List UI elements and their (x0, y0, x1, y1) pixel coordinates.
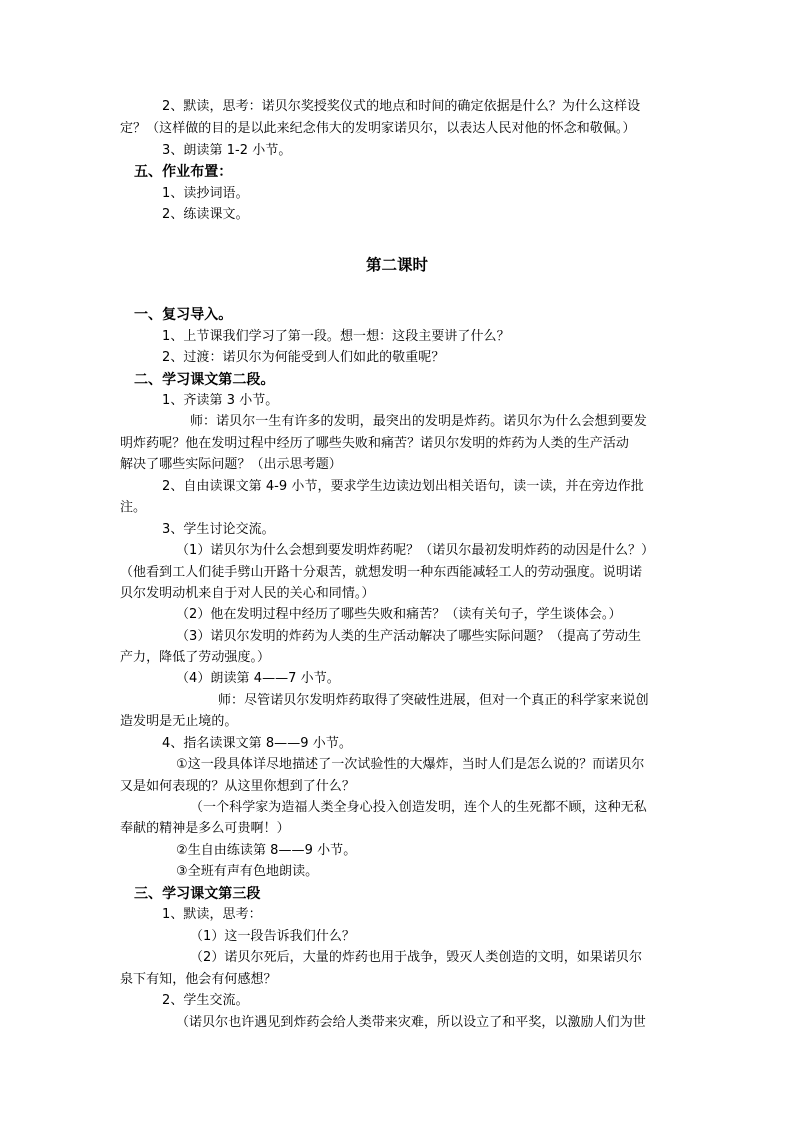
text-line: 解决了哪些实际问题？（出示思考题） (120, 457, 342, 472)
text-line: 2、练读课文。 (162, 207, 249, 222)
text-line: 1、齐读第 3 小节。 (162, 393, 279, 408)
text-line: 2、过渡：诺贝尔为何能受到人们如此的敬重呢？ (162, 350, 445, 365)
text-line: 1、默读，思考： (162, 907, 262, 922)
section-heading: 五、作业布置： (134, 164, 233, 180)
text-line: 明炸药呢？他在发明过程中经历了哪些失败和痛苦？诺贝尔发明的炸药为人类的生产活动 (120, 436, 629, 451)
text-line: （2）他在发明过程中经历了哪些失败和痛苦？（读有关句子，学生谈体会。） (176, 607, 622, 622)
text-line: 3、朗读第 1-2 小节。 (162, 143, 292, 158)
text-line: 又是如何表现的？从这里你想到了什么？ (120, 779, 355, 794)
text-line: 定？（这样做的目的是以此来纪念伟大的发明家诺贝尔，以表达人民对他的怀念和敬佩。） (120, 121, 636, 136)
text-line: ①这一段具体详尽地描述了一次试验性的大爆炸，当时人们是怎么说的？而诺贝尔 (176, 757, 645, 772)
text-line: （一个科学家为造福人类全身心投入创造发明，连个人的生死都不顾，这种无私 (190, 800, 647, 815)
text-line: ②生自由练读第 8——9 小节。 (176, 843, 357, 858)
section-heading: 二、学习课文第二段。 (134, 372, 275, 388)
text-line: 奉献的精神是多么可贵啊！） (120, 821, 290, 836)
text-line: 2、自由读课文第 4-9 小节，要求学生边读边划出相关语句，读一读，并在旁边作批 (162, 479, 644, 494)
page-title: 第二课时 (365, 256, 428, 274)
text-line: 4、指名读课文第 8——9 小节。 (162, 736, 352, 751)
text-line: 产力，降低了劳动强度。） (120, 650, 271, 665)
text-line: 造发明是无止境的。 (120, 714, 238, 729)
text-line: 1、上节课我们学习了第一段。想一想：这段主要讲了什么？ (162, 329, 510, 344)
text-line: （3）诺贝尔发明的炸药为人类的生产活动解决了哪些实际问题？（提高了劳动生 (176, 629, 642, 644)
text-line: 师：尽管诺贝尔发明炸药取得了突破性进展，但对一个真正的科学家来说创 (218, 693, 649, 708)
text-line: （2）诺贝尔死后，大量的炸药也用于战争，毁灭人类创造的文明，如果诺贝尔 (190, 950, 643, 965)
text-line: 注。 (120, 500, 147, 515)
text-line: ③全班有声有色地朗读。 (176, 864, 319, 879)
section-heading: 三、学习课文第三段 (134, 886, 261, 902)
text-line: （1）诺贝尔为什么会想到要发明炸药呢？（诺贝尔最初发明炸药的动因是什么？） (176, 543, 655, 558)
text-line: （诺贝尔也许遇见到炸药会给人类带来灾难，所以设立了和平奖，以激励人们为世 (176, 1015, 646, 1030)
text-line: 2、学生交流。 (162, 993, 249, 1008)
text-line: 1、读抄词语。 (162, 186, 249, 201)
text-line: （1）这一段告诉我们什么？ (190, 929, 355, 944)
text-line: 2、默读，思考：诺贝尔奖授奖仪式的地点和时间的确定依据是什么？为什么这样设 (162, 99, 641, 114)
text-line: （4）朗读第 4——7 小节。 (176, 671, 340, 686)
section-heading: 一、复习导入。 (134, 307, 233, 323)
text-line: 泉下有知，他会有何感想？ (120, 972, 277, 987)
text-line: 贝尔发明动机来自于对人民的关心和同情。） (120, 586, 375, 601)
text-line: 师：诺贝尔一生有许多的发明，最突出的发明是炸药。诺贝尔为什么会想到要发 (190, 414, 647, 429)
text-line: 3、学生讨论交流。 (162, 522, 275, 537)
text-line: （他看到工人们徒手劈山开路十分艰苦，就想发明一种东西能减轻工人的劳动强度。说明诺 (120, 565, 643, 580)
